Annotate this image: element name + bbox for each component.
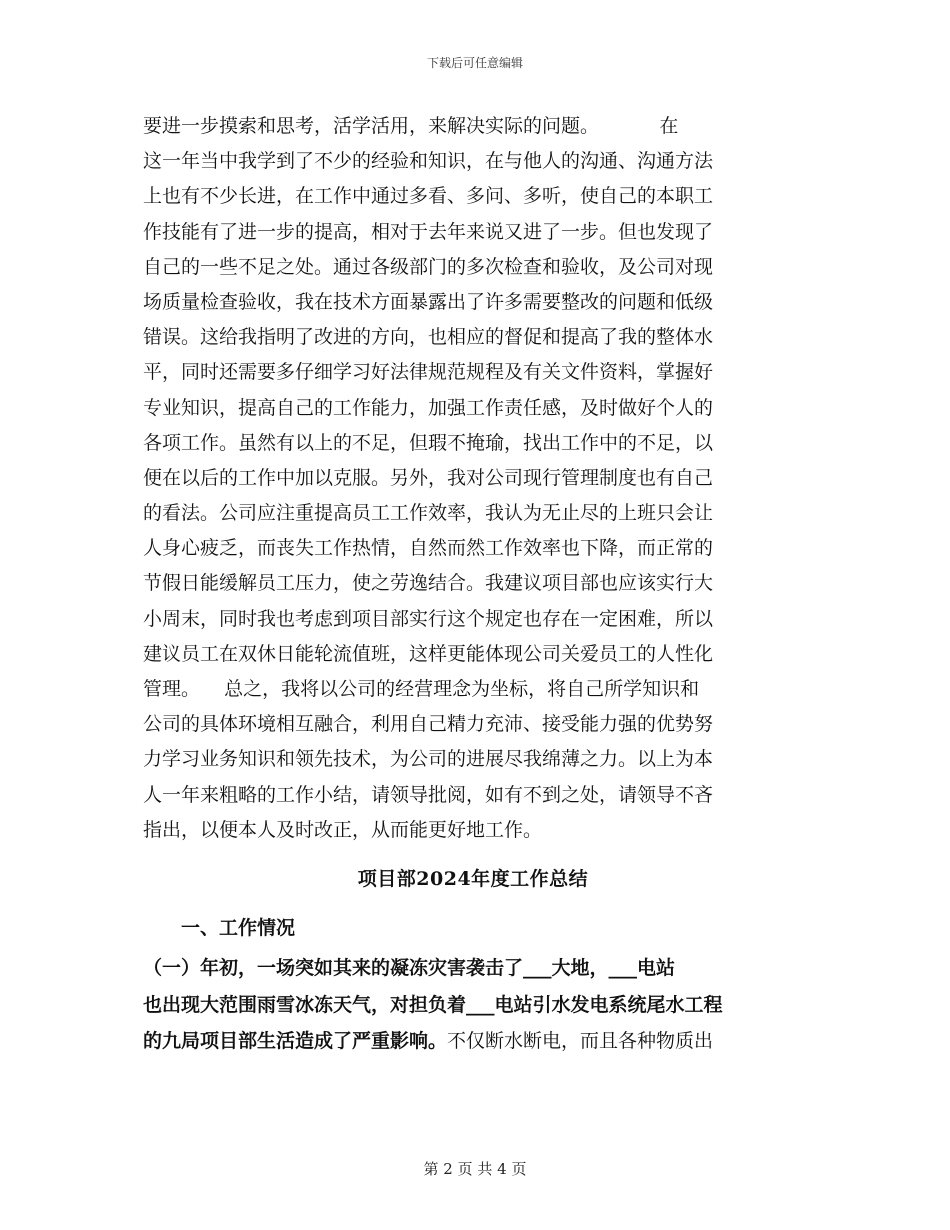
document-body <box>143 109 803 1060</box>
body-line: 错误。这给我指明了改进的方向，也相应的督促和提高了我的整体水 <box>143 326 714 349</box>
section-heading: 一、工作情况 <box>181 917 296 940</box>
paragraph-bold-segment: 的九局项目部生活造成了严重影响。 <box>143 1030 448 1053</box>
body-line: 作技能有了进一步的提高，相对于去年来说又进了一步。但也发现了 <box>143 220 714 243</box>
section-paragraph-line <box>143 1023 803 1060</box>
body-line: 力学习业务知识和领先技术，为公司的进展尽我绵薄之力。以上为本 <box>143 748 714 771</box>
body-line: 便在以后的工作中加以克服。另外，我对公司现行管理制度也有自己 <box>143 466 714 489</box>
body-line: 指出，以便本人及时改正，从而能更好地工作。 <box>143 818 543 841</box>
body-line: 的看法。公司应注重提高员工工作效率，我认为无止尽的上班只会让 <box>143 502 714 525</box>
section-paragraph-line: （一）年初，一场突如其来的凝冻灾害袭击了___大地，___电站 <box>143 957 676 980</box>
body-line: 小周末，同时我也考虑到项目部实行这个规定也存在一定困难，所以 <box>143 607 714 630</box>
body-line: 人身心疲乏，而丧失工作热情，自然而然工作效率也下降，而正常的 <box>143 537 714 560</box>
body-line: 自己的一些不足之处。通过各级部门的多次检查和验收，及公司对现 <box>143 255 714 278</box>
paragraph-normal-segment: 不仅断水断电，而且各种物质出 <box>447 1030 714 1053</box>
body-line: 专业知识，提高自己的工作能力，加强工作责任感，及时做好个人的 <box>143 396 714 419</box>
section-paragraph-line: 也出现大范围雨雪冰冻天气，对担负着___电站引水发电系统尾水工程 <box>143 993 723 1016</box>
body-line: 场质量检查验收，我在技术方面暴露出了许多需要整改的问题和低级 <box>143 290 714 313</box>
body-line: 要进一步摸索和思考，活学活用，来解决实际的问题。 在 <box>143 115 679 137</box>
body-line: 公司的具体环境相互融合，利用自己精力充沛、接受能力强的优势努 <box>143 713 714 736</box>
body-line: 建议员工在双休日能轮流值班，这样更能体现公司关爱员工的人性化 <box>143 642 714 665</box>
body-line: 上也有不少长进，在工作中通过多看、多问、多听，使自己的本职工 <box>143 185 714 208</box>
body-line: 管理。 总之，我将以公司的经营理念为坐标，将自己所学知识和 <box>143 678 700 700</box>
body-line: 人一年来粗略的工作小结，请领导批阅，如有不到之处，请领导不吝 <box>143 783 714 806</box>
body-line: 节假日能缓解员工压力，使之劳逸结合。我建议项目部也应该实行大 <box>143 572 714 595</box>
body-line: 平，同时还需要多仔细学习好法律规范规程及有关文件资料，掌握好 <box>143 361 714 384</box>
body-line: 各项工作。虽然有以上的不足，但瑕不掩瑜，找出工作中的不足，以 <box>143 431 714 454</box>
section-title: 项目部2024年度工作总结 <box>357 867 589 890</box>
page-footer: 第 2 页 共 4 页 <box>423 1160 527 1178</box>
body-line: 这一年当中我学到了不少的经验和知识，在与他人的沟通、沟通方法 <box>143 150 714 173</box>
page-header: 下载后可任意编辑 <box>426 56 523 70</box>
